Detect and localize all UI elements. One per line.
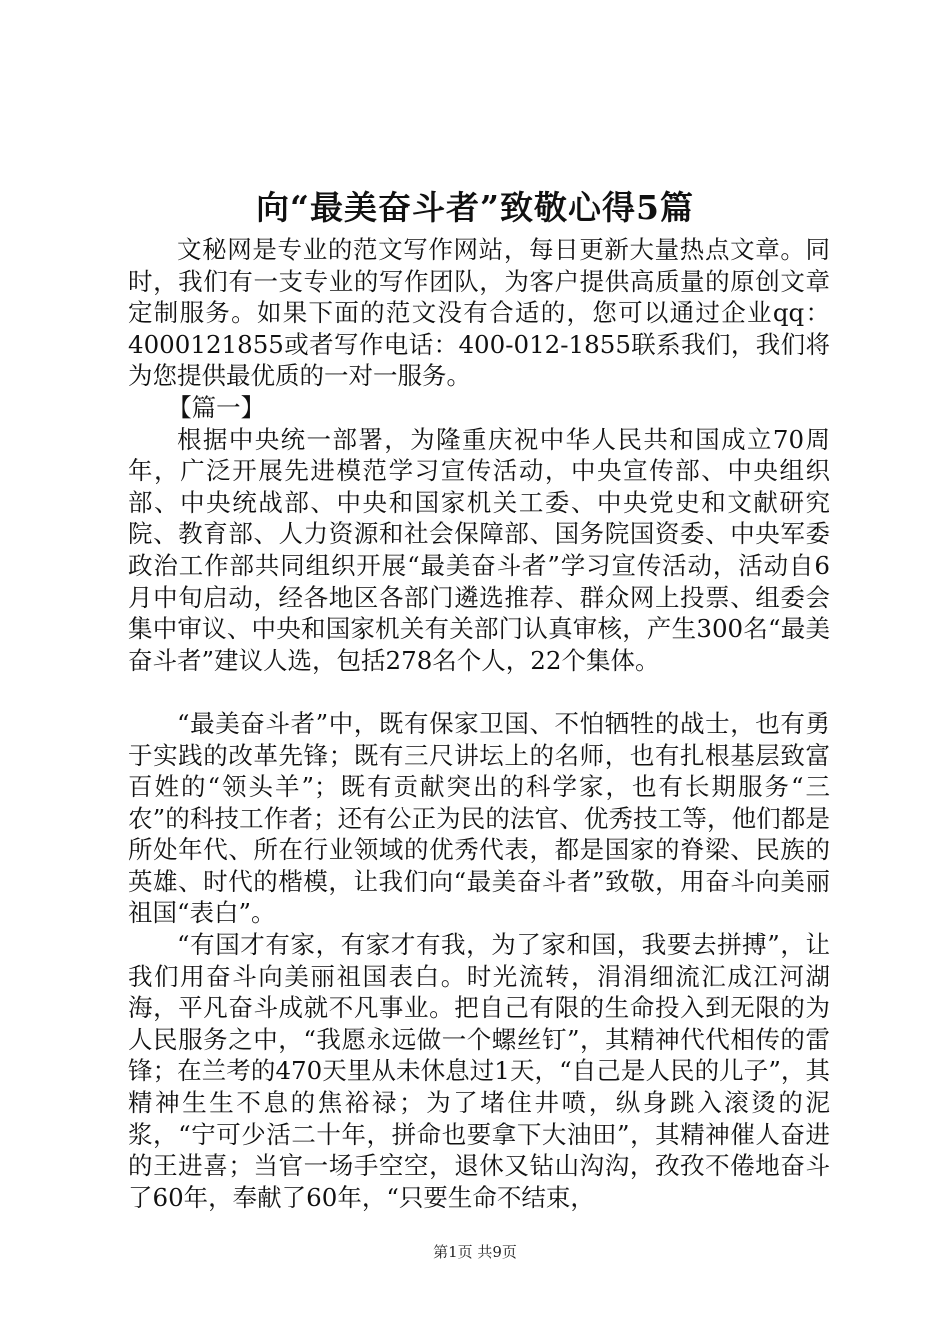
body-paragraph: “有国才有家，有家才有我，为了家和国，我要去拼搏”，让我们用奋斗向美丽祖国表白。时光流转，涓涓细流汇成江河湖海，平凡奋斗成就不凡事业。把自己有限的生命投入到无限的为人民服务之中，“我愿永远做一个螺丝钉”，其精神代代相传的雷锋；在兰考的470天里从未休息过1天，“自己是人民的儿子”，其精神生生不息的焦裕禄；为了堵住井喷，纵身跳入滚烫的泥浆，“宁可少活二十年，拼命也要拿下大油田”，其精神催人奋进的王进喜；当官一场手空空，退休又钻山沟沟，孜孜不倦地奋斗了60年，奉献了60年，“只要生命不结束，: [128, 930, 830, 1212]
document-body: [128, 234, 830, 1213]
paragraph-gap: [128, 676, 830, 708]
page-number: 第1页 共9页: [433, 1243, 517, 1261]
body-paragraph: “最美奋斗者”中，既有保家卫国、不怕牺牲的战士，也有勇于实践的改革先锋；既有三尺讲坛上的名师，也有扎根基层致富百姓的“领头羊”；既有贡献突出的科学家，也有长期服务“三农”的科技工作者；还有公正为民的法官、优秀技工等，他们都是所处年代、所在行业领域的优秀代表，都是国家的脊梁、民族的英雄、时代的楷模，让我们向“最美奋斗者”致敬，用奋斗向美丽祖国“表白”。: [128, 708, 830, 928]
section-heading: 【篇一】: [167, 392, 266, 422]
intro-paragraph: 文秘网是专业的范文写作网站，每日更新大量热点文章。同时，我们有一支专业的写作团队，为客户提供高质量的原创文章定制服务。如果下面的范文没有合适的，您可以通过企业qq：4000121855或者写作电话：400-012-1855联系我们，我们将为您提供最优质的一对一服务。: [128, 235, 830, 391]
document-title: 向“最美奋斗者”致敬心得5篇: [256, 188, 694, 227]
body-paragraph: 根据中央统一部署，为隆重庆祝中华人民共和国成立70周年，广泛开展先进模范学习宣传活动，中央宣传部、中央组织部、中央统战部、中央和国家机关工委、中央党史和文献研究院、教育部、人力资源和社会保障部、国务院国资委、中央军委政治工作部共同组织开展“最美奋斗者”学习宣传活动，活动自6月中旬启动，经各地区各部门遴选推荐、群众网上投票、组委会集中审议、中央和国家机关有关部门认真审核，产生300名“最美奋斗者”建议人选，包括278名个人，22个集体。: [128, 424, 830, 675]
